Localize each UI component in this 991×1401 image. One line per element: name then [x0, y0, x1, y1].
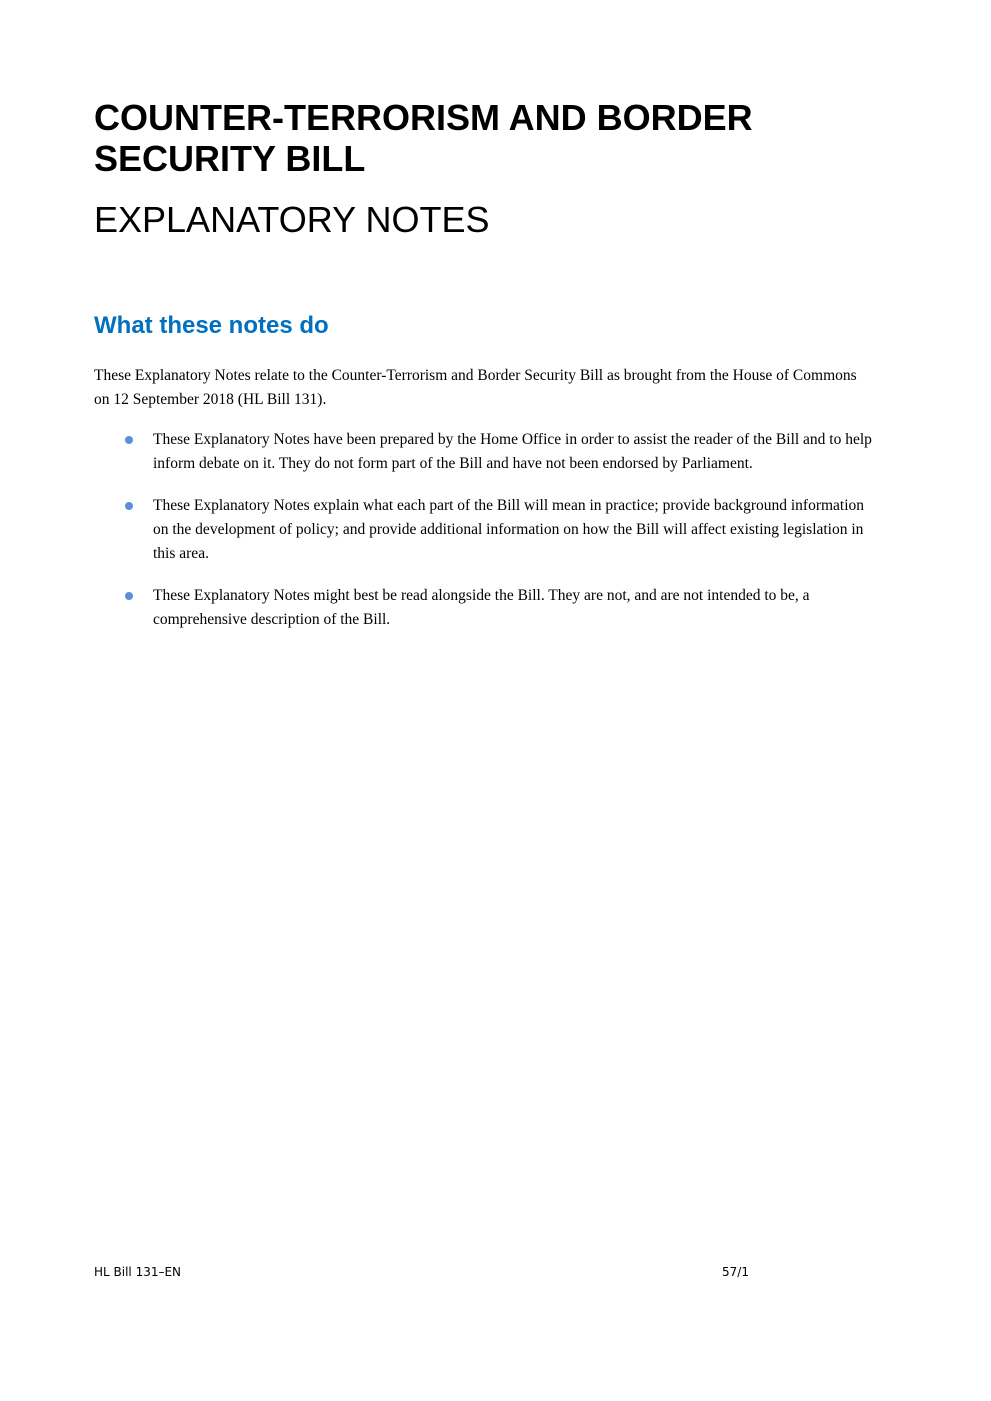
list-item — [94, 494, 874, 566]
list-item — [94, 584, 874, 632]
bullet-dot-icon — [125, 436, 133, 444]
intro-paragraph: These Explanatory Notes relate to the Counter-Terrorism and Border Security Bill as brought from the House of Commons on 12 September 2018 (HL Bill 131). — [94, 367, 857, 408]
page-title: COUNTER-TERRORISM AND BORDER SECURITY BILL — [94, 97, 753, 179]
list-item-text: These Explanatory Notes have been prepared by the Home Office in order to assist the reader of the Bill and to help inform debate on it. They do not form part of the Bill and have not been endorsed by Parliament. — [153, 431, 872, 472]
list-item-text: These Explanatory Notes might best be read alongside the Bill. They are not, and are not intended to be, a comprehensive description of the Bill. — [153, 587, 810, 628]
bullet-list — [94, 428, 874, 650]
page-subtitle: EXPLANATORY NOTES — [94, 199, 490, 240]
footer-page-number: 57/1 — [722, 1265, 749, 1279]
list-item — [94, 428, 874, 476]
bullet-dot-icon — [125, 502, 133, 510]
section-heading: What these notes do — [94, 312, 329, 339]
footer-bill-reference: HL Bill 131–EN — [94, 1265, 182, 1279]
list-item-text: These Explanatory Notes explain what each part of the Bill will mean in practice; provide background information on the development of policy; and provide additional information on how the Bill will affect existing legislation in this area. — [153, 497, 865, 562]
bullet-dot-icon — [125, 592, 133, 600]
